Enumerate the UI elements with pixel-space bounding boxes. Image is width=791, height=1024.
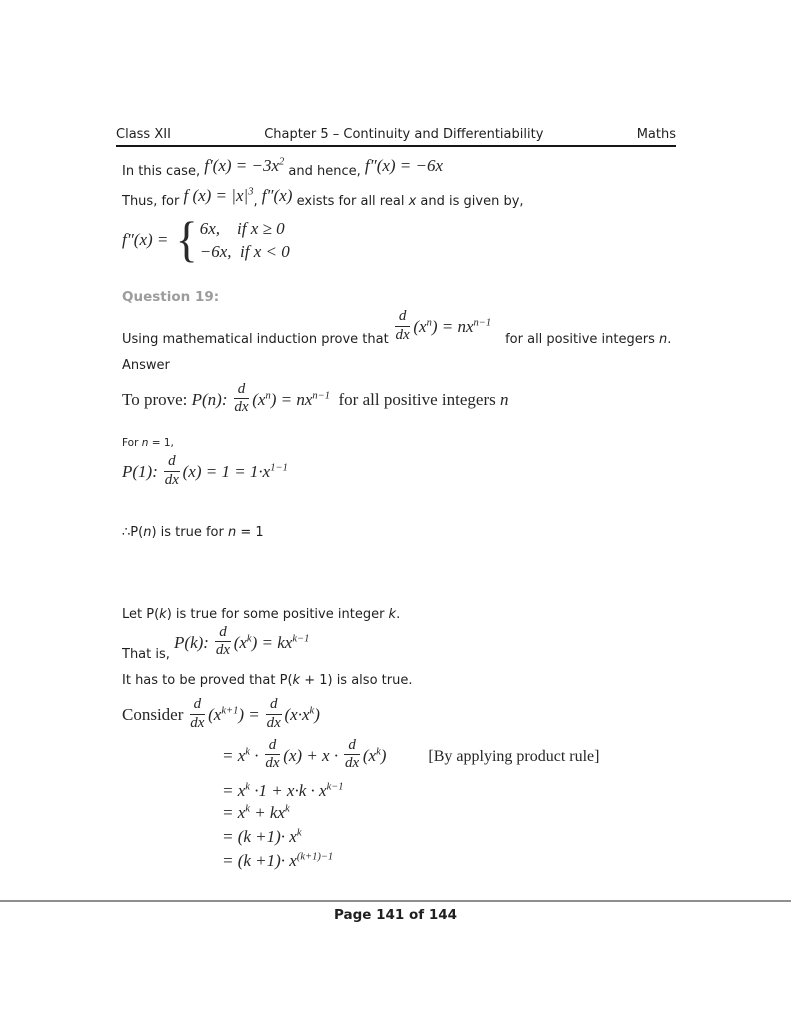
- formula-evaluated-derivatives: = $x^k \cdot 1 + x\cdot k \cdot x^{k-1}$: [222, 781, 344, 800]
- header-subject-label: Maths: [636, 127, 676, 142]
- answer-label: Answer: [122, 357, 170, 373]
- left-curly-brace: {: [175, 211, 198, 267]
- paragraph-thus-for: [122, 186, 682, 212]
- page-header: [116, 0, 676, 147]
- formula-piecewise-lhs: f″(x) =: [122, 230, 173, 249]
- paragraph-that-is: [122, 623, 682, 666]
- text-to-be-proved: It has to be proved that P(k + 1) is also true.: [122, 673, 413, 688]
- text-for-all-positive-integers: for all positive integers n.: [505, 331, 672, 347]
- formula-f-double-prime: f″(x): [261, 186, 297, 205]
- formula-product-rule-expansion: = $x^k$ · $\frac{d}{dx}$ (x) + x · $\frac{d}{dx}$ $(x^k)$: [222, 736, 387, 772]
- equation-step-final-form: [222, 850, 682, 872]
- piecewise-cases: [200, 217, 290, 263]
- formula-base-case: P(1): $\frac{d}{dx}$ $(x) = 1 = 1\cdot x^{1-1}$: [122, 453, 288, 488]
- document-body: [122, 156, 682, 872]
- paragraph-in-this-case: [122, 156, 682, 182]
- formula-derivative-power-rule: $\frac{d}{dx}$ $(x^n) = nx^{n-1}$: [395, 308, 492, 343]
- header-chapter-title: Chapter 5 – Continuity and Differentiability: [264, 127, 544, 142]
- piecewise-case-negative: −6x, if x < 0: [199, 242, 290, 261]
- text-for-n-equals-1: For n = 1,: [122, 437, 174, 449]
- text-that-is: That is,: [122, 647, 175, 662]
- formula-to-prove: To prove: P(n): $\frac{d}{dx}$ $(x^n) = nx^{n-1}$ for all positive integers n: [122, 380, 509, 416]
- formula-k-plus-1-exponent: = $(k +1)\cdot x^{(k+1)-1}$: [222, 851, 334, 870]
- equation-step-simplify: [222, 802, 682, 824]
- piecewise-case-positive: 6x, if x ≥ 0: [199, 219, 285, 238]
- formula-k-plus-1-xk: = $(k +1)\cdot x^k$: [222, 827, 302, 846]
- piecewise-equation: [122, 211, 682, 267]
- text-thus-for: Thus, for: [122, 194, 184, 209]
- equation-step-product-rule: [222, 738, 682, 777]
- equation-step-factor: [222, 826, 682, 848]
- text-therefore-true-for-n1: ∴P(n) is true for n = 1: [122, 524, 264, 540]
- text-in-this-case: In this case,: [122, 164, 205, 179]
- annotation-product-rule: [By applying product rule]: [428, 747, 600, 765]
- text-using-induction: Using mathematical induction prove that: [122, 331, 393, 347]
- formula-second-derivative: f″(x) = −6x: [364, 156, 444, 175]
- equation-step-evaluate-derivatives: [222, 780, 682, 802]
- footer-divider: [0, 900, 791, 902]
- question-statement: [122, 308, 682, 350]
- text-comma: ,: [253, 194, 262, 209]
- formula-first-derivative: $f'(x) = -3x^2$: [204, 156, 285, 175]
- formula-xk-plus-kxk: = $x^k + kx^k$: [222, 803, 290, 822]
- formula-inductive-hypothesis: P(k): $\frac{d}{dx}$ $(x^k) = kx^{k-1}$: [174, 623, 310, 659]
- header-class-label: Class XII: [116, 127, 171, 142]
- footer-page-number: Page 141 of 144: [333, 907, 458, 923]
- formula-abs-x-cubed: f $(x) = |x|^3$: [183, 186, 254, 205]
- question-heading: Question 19:: [122, 289, 220, 305]
- text-let-pk-true: Let P(k) is true for some positive integer k.: [122, 606, 401, 622]
- formula-consider: Consider $\frac{d}{dx}$ $(x^{k+1})$ = $\frac{d}{dx}$ $(x\cdot x^k)$: [122, 696, 320, 731]
- text-exists-for-all-real-x: exists for all real x and is given by,: [296, 194, 524, 209]
- text-and-hence: and hence,: [284, 164, 365, 179]
